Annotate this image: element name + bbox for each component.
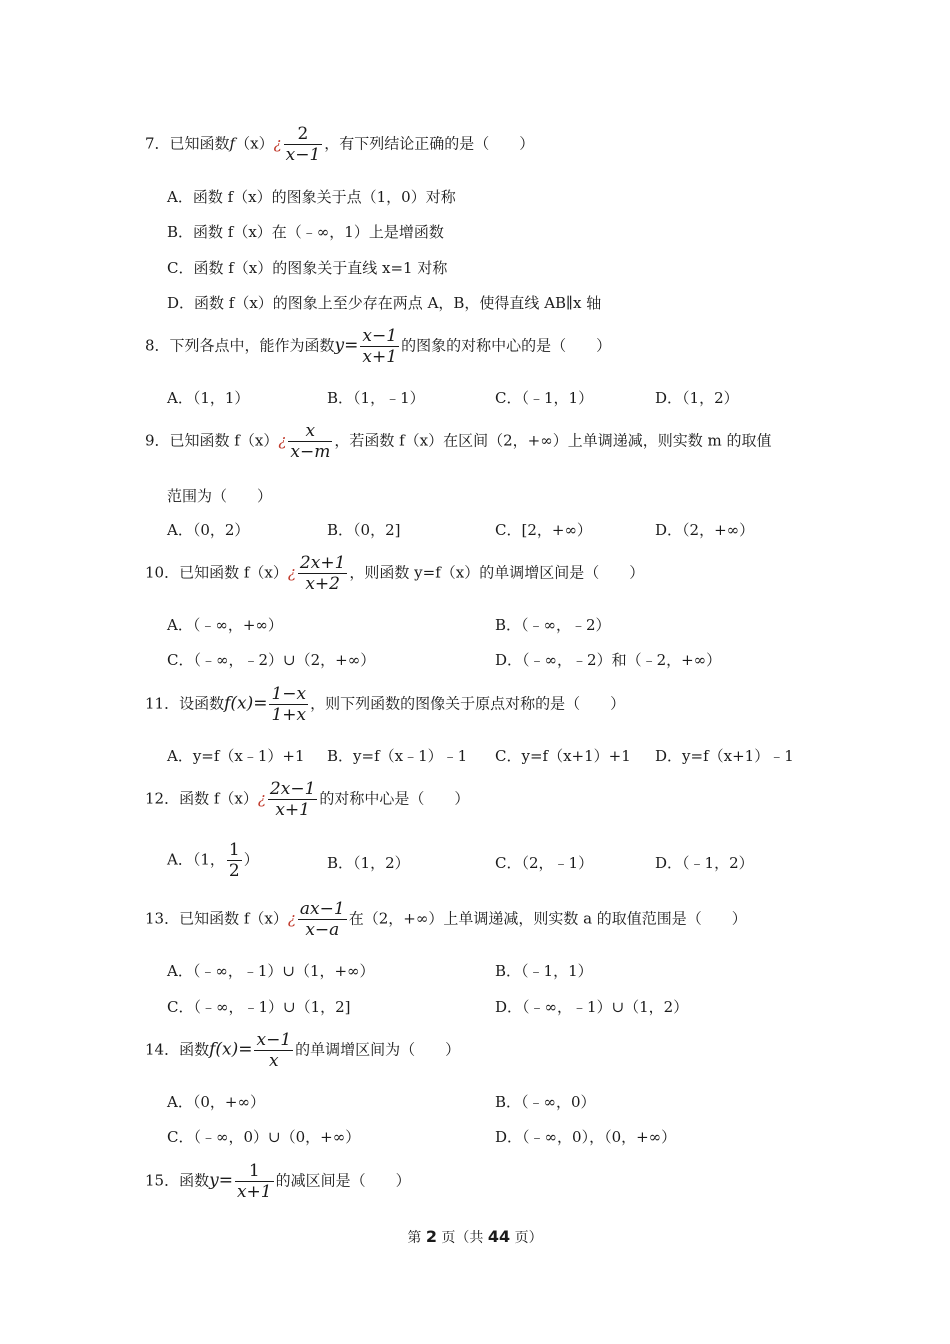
q8-option-d: D．（1，2） [655, 389, 739, 407]
q15-stem: 15．函数 [145, 1171, 210, 1190]
page-total: 44 [487, 1227, 511, 1246]
question-13 [145, 899, 747, 940]
q8-stem: 8．下列各点中，能作为函数 [145, 336, 335, 355]
q9-glyph: ¿ [278, 431, 287, 450]
q7-option-d: D．函数 f（x）的图象上至少存在两点 A，B，使得直线 AB∥x 轴 [167, 294, 602, 312]
q10-stem-end: ，则函数 y=f（x）的单调增区间是（ ） [349, 563, 645, 582]
q13-option-d: D．（﹣∞，﹣1）∪（1，2） [495, 998, 689, 1016]
q7-fraction: $\frac{2}{x-1}$ [285, 124, 321, 165]
question-9 [145, 421, 771, 462]
q13-option-b: B．（﹣1，1） [495, 962, 593, 980]
q12-option-d: D．（﹣1，2） [655, 854, 754, 872]
q11-stem: 11．设函数 [145, 694, 225, 713]
page-footer: 第 2 页（共 44 页） [407, 1227, 543, 1246]
q12-stem-end: 的对称中心是（ ） [319, 789, 470, 808]
q13-fraction: $\frac{ax-1}{x-a}$ [299, 899, 345, 940]
q10-stem: 10．已知函数 f（x） [145, 563, 288, 582]
q14-option-b: B．（﹣∞，0） [495, 1093, 596, 1111]
question-15 [145, 1161, 411, 1202]
q8-fraction: $\frac{x-1}{x+1}$ [362, 326, 398, 367]
q13-glyph: ¿ [287, 909, 296, 928]
q15-y: y= [209, 1170, 233, 1191]
q14-option-d: D．（﹣∞，0），（0，+∞） [495, 1128, 677, 1146]
q12-option-b: B．（1，2） [327, 854, 410, 872]
q8-option-c: C．（﹣1，1） [495, 389, 594, 407]
question-8 [145, 326, 611, 367]
q10-option-a: A．（﹣∞，+∞） [167, 616, 283, 634]
question-14 [145, 1030, 460, 1071]
q9-option-c: C．[2，+∞） [495, 521, 592, 539]
q7-x: （x） [235, 134, 274, 153]
q9-stem-cont: 范围为（ ） [167, 487, 273, 505]
q7-stem: 7．已知函数 [145, 134, 230, 153]
q11-stem-end: ，则下列函数的图像关于原点对称的是（ ） [310, 694, 626, 713]
q10-glyph: ¿ [287, 563, 296, 582]
q9-option-b: B．（0，2] [327, 521, 401, 539]
question-11 [145, 684, 625, 725]
question-7 [145, 124, 534, 165]
q7-option-b: B．函数 f（x）在（﹣∞，1）上是增函数 [167, 223, 444, 241]
q7-option-a: A．函数 f（x）的图象关于点（1，0）对称 [167, 188, 456, 206]
q9-option-d: D．（2，+∞） [655, 521, 755, 539]
q12-stem: 12．函数 f（x） [145, 789, 258, 808]
q13-stem-end: 在（2，+∞）上单调递减，则实数 a 的取值范围是（ ） [348, 909, 747, 928]
q8-stem-end: 的图象的对称中心的是（ ） [401, 336, 612, 355]
q12-option-a: A．（1， $\frac{1}{2}$ ） [167, 840, 259, 881]
question-12 [145, 779, 469, 820]
q8-y: y= [334, 335, 359, 356]
q13-option-a: A．（﹣∞，﹣1）∪（1，+∞） [167, 962, 375, 980]
q14-option-a: A．（0，+∞） [167, 1093, 265, 1111]
q15-stem-end: 的减区间是（ ） [275, 1171, 411, 1190]
q9-fraction: $\frac{x}{x-m}$ [290, 421, 331, 462]
q8-option-b: B．（1，﹣1） [327, 389, 425, 407]
q9-stem-mid: ，若函数 f（x）在区间（2，+∞）上单调递减，则实数 m 的取值 [334, 431, 772, 450]
q14-stem: 14．函数 [145, 1040, 210, 1059]
q8-option-a: A．（1，1） [167, 389, 250, 407]
q7-f: f [229, 134, 236, 153]
q9-stem: 9．已知函数 f（x） [145, 431, 279, 450]
q13-option-c: C．（﹣∞，﹣1）∪（1，2] [167, 998, 351, 1016]
q11-fraction: $\frac{1-x}{1+x}$ [271, 684, 307, 725]
q9-option-a: A．（0，2） [167, 521, 250, 539]
q12-option-a-fraction: $\frac{1}{2}$ [228, 840, 240, 881]
q14-fx: f(x)= [209, 1039, 253, 1060]
q11-option-c: C．y=f（x+1）+1 [495, 747, 631, 765]
q12-fraction: $\frac{2x-1}{x+1}$ [269, 779, 316, 820]
q10-option-b: B．（﹣∞，﹣2） [495, 616, 611, 634]
q12-option-c: C．（2，﹣1） [495, 854, 594, 872]
question-10 [145, 553, 644, 594]
q10-option-c: C．（﹣∞，﹣2）∪（2，+∞） [167, 651, 376, 669]
q7-glyph: ¿ [273, 134, 282, 153]
q11-option-d: D．y=f（x+1）﹣1 [655, 747, 794, 765]
q11-option-a: A．y=f（x﹣1）+1 [167, 747, 305, 765]
q10-option-d: D．（﹣∞，﹣2）和（﹣2，+∞） [495, 651, 722, 669]
q14-fraction: $\frac{x-1}{x}$ [256, 1030, 292, 1071]
q14-stem-end: 的单调增区间为（ ） [295, 1040, 461, 1059]
page-number: 2 [425, 1227, 437, 1246]
q10-fraction: $\frac{2x+1}{x+2}$ [299, 553, 346, 594]
q14-option-c: C．（﹣∞，0）∪（0，+∞） [167, 1128, 361, 1146]
q13-stem: 13．已知函数 f（x） [145, 909, 288, 928]
q11-fx: f(x)= [224, 693, 268, 714]
q7-stem-end: ，有下列结论正确的是（ ） [324, 134, 535, 153]
q12-glyph: ¿ [257, 789, 266, 808]
q7-option-c: C．函数 f（x）的图象关于直线 x=1 对称 [167, 259, 448, 277]
q11-option-b: B．y=f（x﹣1）﹣1 [327, 747, 468, 765]
q15-fraction: $\frac{1}{x+1}$ [236, 1161, 272, 1202]
